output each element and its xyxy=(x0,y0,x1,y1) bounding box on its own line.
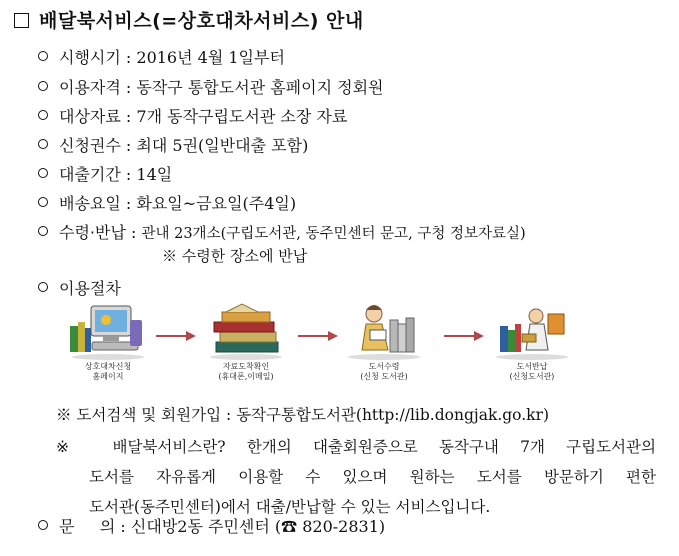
book-return-icon xyxy=(492,300,572,362)
info-item-pickup-return: 수령·반납 : 관내 23개소(구립도서관, 동주민센터 문고, 구청 정보자료실) xyxy=(38,220,526,243)
circle-bullet-icon xyxy=(38,110,48,120)
procedure-step-2 xyxy=(200,300,292,382)
arrow-right-icon xyxy=(444,330,484,342)
reference-mark: ※ xyxy=(56,438,86,456)
procedure-step-3 xyxy=(338,300,430,382)
note-search-signup: ※ 도서검색 및 회원가입 : 동작구통합도서관(http://lib.dongjak.go.kr) xyxy=(56,406,550,424)
step-caption-line: (휴대폰,이메일) xyxy=(218,372,274,381)
person-reading-icon xyxy=(344,300,424,362)
info-item-eligibility: 이용자격 : 동작구 통합도서관 홈페이지 정회원 xyxy=(38,75,384,98)
info-item-start-date: 시행시기 : 2016년 4월 1일부터 xyxy=(38,45,285,68)
item-label: 배송요일 xyxy=(59,194,121,213)
item-label: 대출기간 xyxy=(59,165,121,184)
description-line-3: 도서관(동주민센터)에서 대출/반납할 수 있는 서비스입니다. xyxy=(89,498,491,516)
circle-bullet-icon xyxy=(38,520,48,530)
step-caption xyxy=(62,362,154,382)
item-value: 신대방2동 주민센터 (☎ 820-2831) xyxy=(130,517,386,536)
info-item-request-count: 신청권수 : 최대 5권(일반대출 포함) xyxy=(38,133,308,156)
info-item-delivery-days: 배송요일 : 화요일~금요일(주4일) xyxy=(38,191,296,214)
title-text: 배달북서비스(=상호대차서비스) 안내 xyxy=(39,10,364,32)
note-service-description xyxy=(56,432,656,522)
item-value: 14일 xyxy=(136,165,173,184)
step-caption xyxy=(486,362,578,382)
info-item-procedure xyxy=(38,276,121,299)
circle-bullet-icon xyxy=(38,197,48,207)
description-text: 배달북서비스란? 한개의 대출회원증으로 동작구내 7개 구립도서관의 xyxy=(112,438,656,456)
item-value: 최대 5권(일반대출 포함) xyxy=(136,136,309,155)
procedure-step-4 xyxy=(486,300,578,382)
item-value: 2016년 4월 1일부터 xyxy=(136,48,285,67)
step-caption-line: 도서수령 xyxy=(368,362,400,371)
item-label: 이용자격 xyxy=(59,78,121,97)
procedure-step-1 xyxy=(62,300,154,382)
step-caption-line: (신청 도서관) xyxy=(360,372,408,381)
circle-bullet-icon xyxy=(38,168,48,178)
page-title xyxy=(14,6,364,33)
item-value: 관내 23개소(구립도서관, 동주민센터 문고, 구청 정보자료실) xyxy=(141,226,526,242)
item-label: 수령·반납 xyxy=(59,223,126,242)
description-line-1 xyxy=(56,432,656,462)
circle-bullet-icon xyxy=(38,226,48,236)
item-value: 7개 동작구립도서관 소장 자료 xyxy=(136,107,348,126)
item-label: 대상자료 xyxy=(59,107,121,126)
description-rest xyxy=(56,462,656,522)
info-item-loan-period: 대출기간 : 14일 xyxy=(38,162,172,185)
book-stack-icon xyxy=(206,300,286,362)
item-label: 시행시기 xyxy=(59,48,121,67)
circle-bullet-icon xyxy=(38,81,48,91)
info-item-contact: 문 의 : 신대방2동 주민센터 (☎ 820-2831) xyxy=(38,514,385,537)
info-item-materials: 대상자료 : 7개 동작구립도서관 소장 자료 xyxy=(38,104,347,127)
return-note: ※ 수령한 장소에 반납 xyxy=(162,247,308,265)
circle-bullet-icon xyxy=(38,51,48,61)
step-caption-line: 도서반납 xyxy=(516,362,548,371)
arrow-right-icon xyxy=(156,330,196,342)
step-caption-line: 자료도착확인 xyxy=(222,362,270,371)
step-caption-line: 홈페이지 xyxy=(92,372,124,381)
item-label: 문 의 xyxy=(59,517,116,536)
circle-bullet-icon xyxy=(38,282,48,292)
step-caption-line: (신청도서관) xyxy=(509,372,555,381)
description-line-2: 도서를 자유롭게 이용할 수 있으며 원하는 도서를 방문하기 편한 xyxy=(89,468,656,486)
circle-bullet-icon xyxy=(38,139,48,149)
computer-books-icon xyxy=(68,300,148,362)
item-label: 이용절차 xyxy=(59,279,121,298)
step-caption-line: 상호대차신청 xyxy=(84,362,132,371)
item-label: 신청권수 xyxy=(59,136,121,155)
step-caption xyxy=(338,362,430,382)
item-value: 동작구 통합도서관 홈페이지 정회원 xyxy=(136,78,384,97)
arrow-right-icon xyxy=(298,330,338,342)
checkbox-square-icon xyxy=(14,13,29,28)
item-value: 화요일~금요일(주4일) xyxy=(136,194,297,213)
step-caption xyxy=(200,362,292,382)
procedure-flow xyxy=(62,300,592,392)
